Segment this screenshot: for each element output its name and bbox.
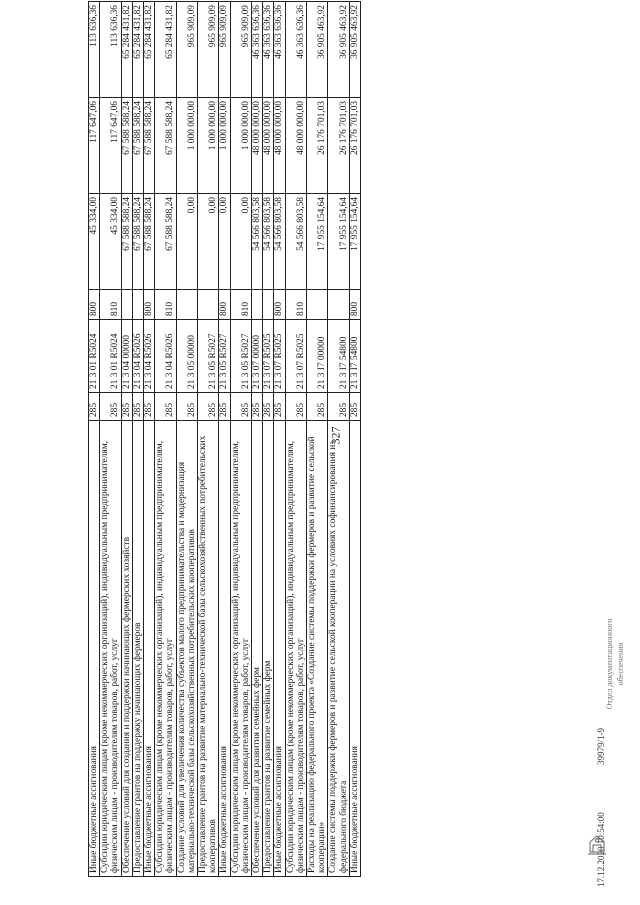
cell-value-1: 67 588 588,24 — [132, 194, 143, 290]
cell-kvr — [121, 290, 132, 320]
cell-value-1: 0,00 — [230, 194, 251, 290]
cell-value-3: 65 284 431,82 — [132, 2, 143, 98]
cell-value-3: 65 284 431,82 — [144, 2, 155, 98]
cell-name: Предоставление грантов на развитие материально-технической базы сельскохозяйственных потребительских кооперативов — [198, 421, 219, 877]
cell-kcsr: 21 3 04 R5026 — [155, 320, 176, 393]
cell-code: 285 — [349, 393, 360, 421]
cell-kvr: 800 — [144, 290, 155, 320]
cell-value-3: 46 363 636,36 — [285, 2, 306, 98]
cell-name: Иные бюджетные ассигнования — [219, 421, 230, 877]
cell-name: Предоставление грантов на поддержку начинающих фермеров — [132, 421, 143, 877]
emblem-icon — [586, 830, 608, 858]
table-row — [263, 2, 274, 877]
cell-value-1: 54 566 803,58 — [263, 194, 274, 290]
cell-value-1: 67 588 588,24 — [155, 194, 176, 290]
stamp-line-2: обеспечения — [616, 642, 625, 686]
cell-value-1: 0,00 — [176, 194, 197, 290]
cell-name: Субсидии юридическим лицам (кроме некоммерческих организаций), индивидуальным предпринимателям, физическим лицам - производителям товаров, работ, услуг — [285, 421, 306, 877]
cell-kvr: 800 — [349, 290, 360, 320]
cell-name: Субсидии юридическим лицам (кроме некоммерческих организаций), индивидуальным предпринимателям, физическим лицам - производителям товаров, работ, услуг — [100, 421, 121, 877]
cell-name: Обеспечение условий для создания и поддержки начинающих фермерских хозяйств — [121, 421, 132, 877]
cell-value-1: 17 955 154,64 — [349, 194, 360, 290]
table-row — [274, 2, 285, 877]
cell-kcsr: 21 3 04 00000 — [121, 320, 132, 393]
cell-kvr — [263, 290, 274, 320]
cell-code: 285 — [176, 393, 197, 421]
table-row — [100, 2, 121, 877]
cell-value-2: 48 000 000,00 — [263, 98, 274, 194]
cell-value-1: 17 955 154,64 — [307, 194, 328, 290]
table-row — [285, 2, 306, 877]
cell-value-2: 67 588 588,24 — [132, 98, 143, 194]
cell-kvr: 810 — [285, 290, 306, 320]
cell-value-3: 36 905 463,92 — [307, 2, 328, 98]
cell-kcsr: 21 3 I7 54800 — [328, 320, 349, 393]
table-row — [89, 2, 100, 877]
table-row — [328, 2, 349, 877]
footer-date: 17.12.2020 10:54:00 — [596, 812, 606, 887]
cell-value-3: 36 905 463,92 — [328, 2, 349, 98]
footer-doc-id: 39979/1-9 — [596, 728, 606, 765]
cell-name: Создание условий для увеличения количества субъектов малого предпринимательства и модернизация материально-технической базы сельскохозяйственных потребительских кооперативов — [176, 421, 197, 877]
table-row — [252, 2, 263, 877]
cell-name: Иные бюджетные ассигнования — [89, 421, 100, 877]
cell-value-3: 965 909,09 — [219, 2, 230, 98]
cell-code: 285 — [328, 393, 349, 421]
table-row — [132, 2, 143, 877]
cell-kvr: 810 — [155, 290, 176, 320]
stamp-text — [604, 599, 626, 729]
cell-value-1: 54 566 803,58 — [285, 194, 306, 290]
cell-kcsr: 21 3 04 R5026 — [144, 320, 155, 393]
cell-name: Субсидии юридическим лицам (кроме некоммерческих организаций), индивидуальным предпринимателям, физическим лицам - производителям товаров, работ, услуг — [230, 421, 251, 877]
cell-kvr — [307, 290, 328, 320]
table-row — [155, 2, 176, 877]
cell-value-2: 26 176 701,03 — [349, 98, 360, 194]
budget-table-body — [89, 2, 361, 877]
cell-name: Расходы на реализацию федерального проекта «Создание системы поддержки фермеров и развитие сельской кооперации» — [307, 421, 328, 877]
table-row — [121, 2, 132, 877]
cell-value-3: 46 363 636,36 — [252, 2, 263, 98]
cell-value-1: 67 588 588,24 — [121, 194, 132, 290]
cell-value-2: 67 588 588,24 — [155, 98, 176, 194]
cell-value-2: 48 000 000,00 — [252, 98, 263, 194]
cell-value-1: 0,00 — [219, 194, 230, 290]
cell-value-1: 45 334,00 — [100, 194, 121, 290]
cell-value-2: 1 000 000,00 — [219, 98, 230, 194]
cell-value-2: 48 000 000,00 — [274, 98, 285, 194]
cell-value-2: 67 588 588,24 — [121, 98, 132, 194]
cell-value-2: 117 647,06 — [100, 98, 121, 194]
cell-kvr — [176, 290, 197, 320]
cell-name: Субсидии юридическим лицам (кроме некоммерческих организаций), индивидуальным предпринимателям, физическим лицам - производителям товаров, работ, услуг — [155, 421, 176, 877]
cell-name: Создание системы поддержки фермеров и развитие сельской кооперации на условиях софинансирования из федерального бюджета — [328, 421, 349, 877]
cell-code: 285 — [89, 393, 100, 421]
stamp-line-1: Отдел документационного — [605, 618, 614, 710]
cell-code: 285 — [230, 393, 251, 421]
cell-kcsr: 21 3 05 R5027 — [198, 320, 219, 393]
cell-name: Обеспечение условий для развития семейных ферм — [252, 421, 263, 877]
table-area — [88, 1, 361, 877]
table-row — [176, 2, 197, 877]
cell-value-2: 26 176 701,03 — [307, 98, 328, 194]
cell-code: 285 — [155, 393, 176, 421]
cell-value-1: 54 566 803,58 — [252, 194, 263, 290]
cell-value-3: 113 636,36 — [89, 2, 100, 98]
cell-name: Иные бюджетные ассигнования — [144, 421, 155, 877]
table-row — [198, 2, 219, 877]
cell-code: 285 — [100, 393, 121, 421]
cell-value-1: 67 588 588,24 — [144, 194, 155, 290]
cell-code: 285 — [263, 393, 274, 421]
cell-kvr — [198, 290, 219, 320]
cell-value-3: 113 636,36 — [100, 2, 121, 98]
cell-kcsr: 21 3 05 R5027 — [219, 320, 230, 393]
cell-value-2: 48 000 000,00 — [285, 98, 306, 194]
cell-value-3: 65 284 431,82 — [155, 2, 176, 98]
cell-value-3: 965 909,09 — [230, 2, 251, 98]
cell-code: 285 — [274, 393, 285, 421]
cell-value-2: 117 647,06 — [89, 98, 100, 194]
table-row — [307, 2, 328, 877]
cell-kvr: 800 — [89, 290, 100, 320]
cell-name: Иные бюджетные ассигнования — [274, 421, 285, 877]
cell-kcsr: 21 3 07 00000 — [252, 320, 263, 393]
cell-kcsr: 21 3 01 R5024 — [89, 320, 100, 393]
cell-code: 285 — [132, 393, 143, 421]
cell-kcsr: 21 3 07 R5025 — [285, 320, 306, 393]
cell-kvr — [252, 290, 263, 320]
cell-value-1: 0,00 — [198, 194, 219, 290]
cell-code: 285 — [307, 393, 328, 421]
table-row — [219, 2, 230, 877]
cell-kcsr: 21 3 04 R5026 — [132, 320, 143, 393]
cell-value-3: 65 284 431,82 — [121, 2, 132, 98]
cell-kcsr: 21 3 05 00000 — [176, 320, 197, 393]
cell-kcsr: 21 3 I7 00000 — [307, 320, 328, 393]
cell-kcsr: 21 3 07 R5025 — [274, 320, 285, 393]
cell-value-2: 1 000 000,00 — [198, 98, 219, 194]
cell-code: 285 — [121, 393, 132, 421]
cell-kcsr: 21 3 07 R5025 — [263, 320, 274, 393]
cell-name: Иные бюджетные ассигнования — [349, 421, 360, 877]
cell-kvr: 810 — [100, 290, 121, 320]
cell-code: 285 — [285, 393, 306, 421]
cell-code: 285 — [198, 393, 219, 421]
table-row — [144, 2, 155, 877]
cell-value-3: 965 909,09 — [176, 2, 197, 98]
cell-value-3: 46 363 636,36 — [263, 2, 274, 98]
cell-value-3: 36 905 463,92 — [349, 2, 360, 98]
cell-kcsr: 21 3 01 R5024 — [100, 320, 121, 393]
cell-kcsr: 21 3 I7 54800 — [349, 320, 360, 393]
table-row — [349, 2, 360, 877]
cell-value-2: 67 588 588,24 — [144, 98, 155, 194]
cell-code: 285 — [144, 393, 155, 421]
cell-value-1: 54 566 803,58 — [274, 194, 285, 290]
cell-kvr: 810 — [230, 290, 251, 320]
budget-table — [88, 1, 361, 877]
cell-kvr — [132, 290, 143, 320]
cell-kcsr: 21 3 05 R5027 — [230, 320, 251, 393]
cell-value-2: 1 000 000,00 — [176, 98, 197, 194]
cell-kvr — [328, 290, 349, 320]
cell-kvr: 800 — [219, 290, 230, 320]
page-number: 327 — [328, 426, 343, 445]
cell-code: 285 — [219, 393, 230, 421]
cell-code: 285 — [252, 393, 263, 421]
cell-value-1: 17 955 154,64 — [328, 194, 349, 290]
cell-value-2: 1 000 000,00 — [230, 98, 251, 194]
cell-name: Предоставление грантов на развитие семейных ферм — [263, 421, 274, 877]
cell-value-1: 45 334,00 — [89, 194, 100, 290]
cell-value-2: 26 176 701,03 — [328, 98, 349, 194]
cell-value-3: 965 909,09 — [198, 2, 219, 98]
cell-kvr: 800 — [274, 290, 285, 320]
cell-value-3: 46 363 636,36 — [274, 2, 285, 98]
table-row — [230, 2, 251, 877]
